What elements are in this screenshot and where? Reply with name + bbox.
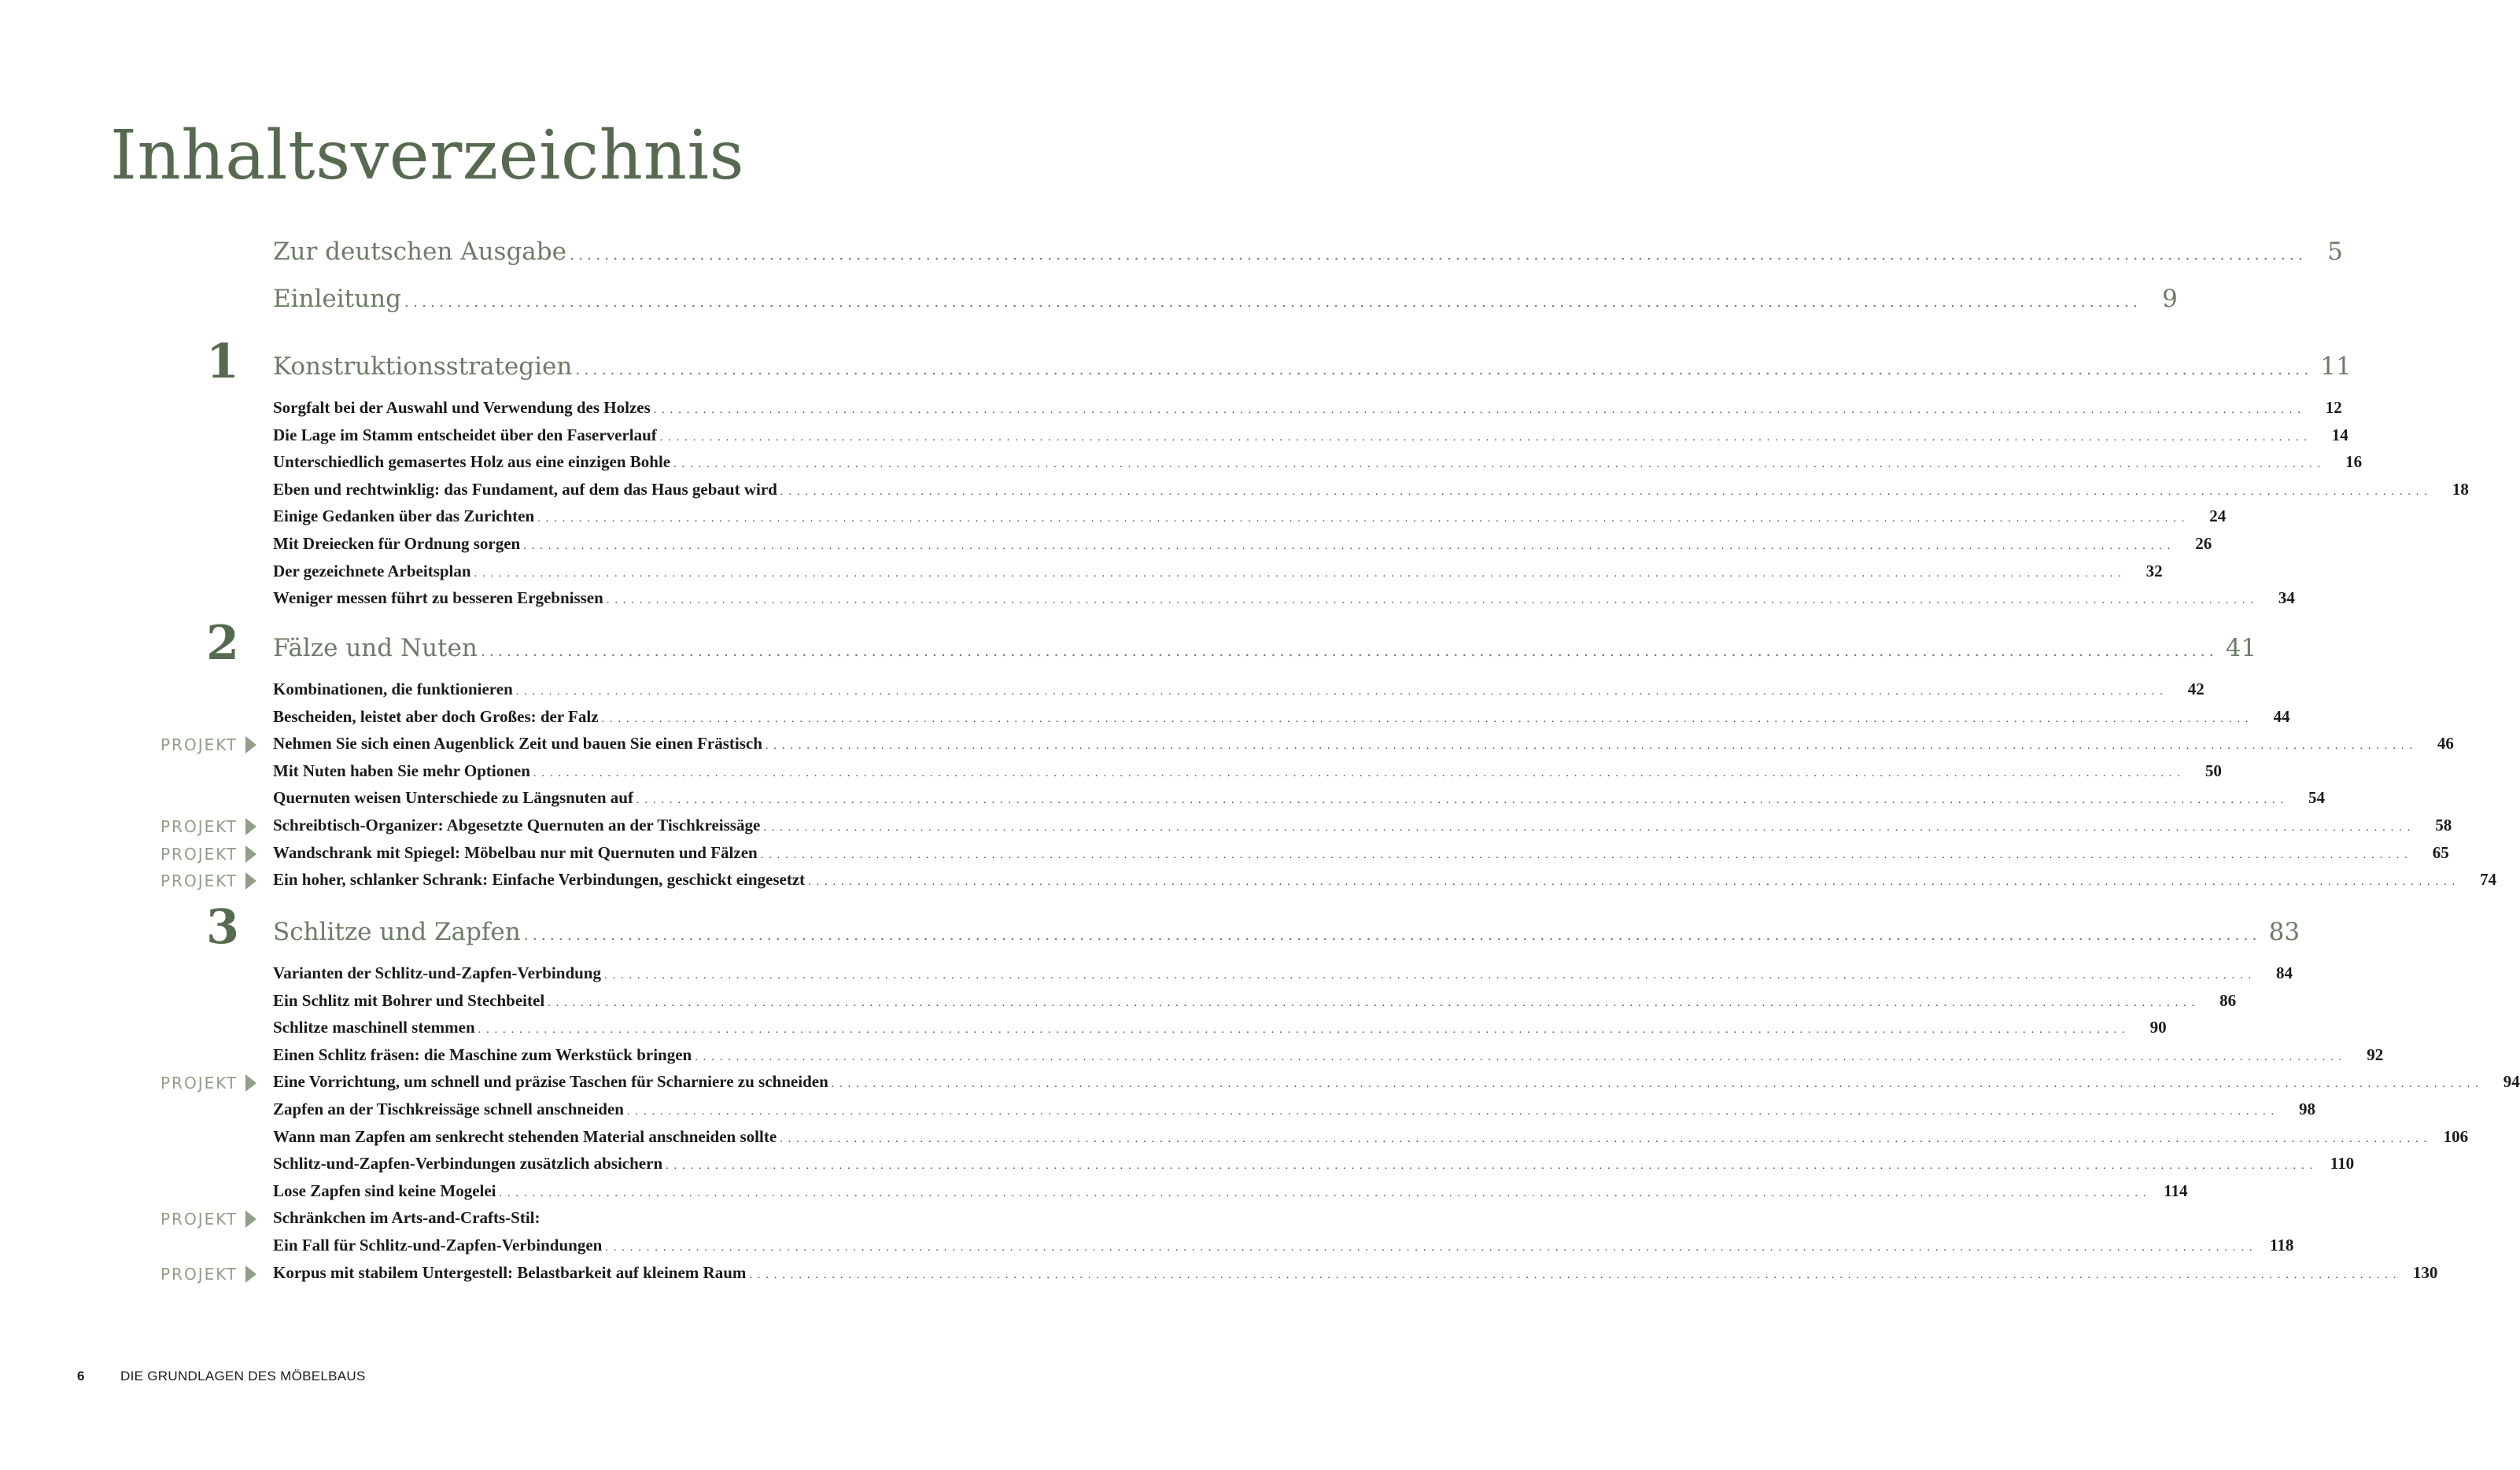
toc-entry[interactable]: [273, 425, 2348, 451]
project-marker: [160, 1207, 256, 1232]
toc-entry-page: 32: [2146, 561, 2163, 580]
toc-entry-title: Konstruktionsstrategien: [273, 352, 573, 381]
dot-leader: ........................................................................................................................................................................................................: [499, 1187, 2152, 1199]
toc-chapter-heading[interactable]: [273, 634, 2257, 672]
toc-entry-page: 14: [2331, 425, 2348, 444]
toc-entry[interactable]: [273, 1044, 2384, 1070]
dot-leader: ........................................................................................................................................................................................................: [575, 361, 2313, 378]
play-arrow-icon: [245, 1074, 256, 1092]
toc-entry-title: Fälze und Nuten: [273, 634, 478, 662]
toc-entry[interactable]: [273, 870, 2497, 895]
footer-page-number: 6: [77, 1369, 85, 1383]
toc-entry-title: Nehmen Sie sich einen Augenblick Zeit und bauen Sie einen Frästisch: [273, 734, 762, 753]
dot-leader: ........................................................................................................................................................................................................: [478, 1024, 2131, 1037]
toc-entry-title: Mit Nuten haben Sie mehr Optionen: [273, 761, 530, 780]
toc-entry-page: 92: [2367, 1044, 2384, 1064]
toc-entry-page: 118: [2270, 1236, 2294, 1254]
dot-leader: ........................................................................................................................................................................................................: [695, 1051, 2348, 1063]
dot-leader: ........................................................................................................................................................................................................: [666, 1160, 2319, 1173]
toc-entry-title: Eine Vorrichtung, um schnell und präzise Taschen für Scharniere zu schneiden: [273, 1072, 828, 1092]
toc-entry-page: 12: [2325, 398, 2342, 417]
toc-entry-title: Kombinationen, die funktionieren: [273, 680, 513, 698]
toc-entry[interactable]: [273, 816, 2452, 841]
toc-entry[interactable]: [273, 1154, 2355, 1179]
play-arrow-icon: [245, 736, 256, 753]
toc-entry-title: Wandschrank mit Spiegel: Möbelbau nur mit Quernuten und Fälzen: [273, 842, 758, 862]
toc-entry-page: 86: [2219, 990, 2237, 1010]
toc-entry-title: Bescheiden, leistet aber doch Großes: der Falz: [273, 706, 599, 726]
toc-entry[interactable]: [273, 990, 2237, 1016]
project-label: PROJEKT: [160, 1074, 238, 1093]
project-label: PROJEKT: [160, 735, 238, 755]
toc-entry-title: Quernuten weisen Unterschiede zu Längsnuten auf: [273, 788, 633, 808]
toc-entry-page: 46: [2437, 734, 2454, 753]
toc-entry[interactable]: [273, 680, 2205, 705]
chapter-number: 2: [206, 616, 239, 671]
toc-entry-page: 24: [2209, 507, 2227, 526]
toc-entry-page: 74: [2480, 870, 2497, 890]
toc-entry-page: 41: [2225, 634, 2257, 662]
dot-leader: ........................................................................................................................................................................................................: [808, 876, 2461, 889]
dot-leader: ........................................................................................................................................................................................................: [605, 1242, 2258, 1254]
dot-leader: ........................................................................................................................................................................................................: [763, 822, 2416, 834]
toc-entry-title: Der gezeichnete Arbeitsplan: [273, 561, 471, 580]
toc-entry-page: 84: [2275, 963, 2293, 982]
dot-leader: ........................................................................................................................................................................................................: [474, 567, 2127, 580]
toc-entry[interactable]: [273, 1236, 2294, 1261]
toc-entry-title: Schlitze maschinell stemmen: [273, 1018, 475, 1037]
dot-leader: ........................................................................................................................................................................................................: [603, 970, 2256, 982]
page-footer: [77, 1369, 366, 1384]
toc-entry-page: 114: [2164, 1181, 2188, 1200]
dot-leader: ........................................................................................................................................................................................................: [523, 927, 2261, 944]
toc-entry-title: Einleitung: [273, 285, 401, 313]
toc-entry-title: Sorgfalt bei der Auswahl und Verwendung des Holzes: [273, 398, 651, 417]
footer-book-title: DIE GRUNDLAGEN DES MÖBELBAUS: [120, 1369, 366, 1383]
project-marker: [160, 814, 256, 839]
toc-entry-title: Varianten der Schlitz-und-Zapfen-Verbindung: [273, 963, 601, 982]
project-label: PROJEKT: [160, 1210, 238, 1229]
play-arrow-icon: [245, 872, 256, 890]
play-arrow-icon: [245, 818, 256, 835]
toc-entry[interactable]: [273, 761, 2222, 787]
dot-leader: ........................................................................................................................................................................................................: [765, 740, 2418, 753]
toc-entry[interactable]: [273, 588, 2295, 613]
toc-entry-page: 50: [2205, 761, 2222, 780]
toc-entry[interactable]: [273, 734, 2454, 759]
dot-leader: ........................................................................................................................................................................................................: [831, 1078, 2484, 1091]
toc-entry-title: Korpus mit stabilem Untergestell: Belastbarkeit auf kleinem Raum: [273, 1262, 747, 1282]
toc-entry-page: 5: [2327, 238, 2343, 266]
dot-leader: ........................................................................................................................................................................................................: [780, 485, 2433, 498]
toc-entry-title: Lose Zapfen sind keine Mogelei: [273, 1181, 496, 1200]
project-label: PROJEKT: [160, 817, 238, 836]
toc-entry-title: Einen Schlitz fräsen: die Maschine zum Werkstück bringen: [273, 1044, 692, 1064]
project-label: PROJEKT: [160, 1264, 238, 1284]
toc-entry[interactable]: [273, 1181, 2188, 1207]
toc-entry-title: Ein Schlitz mit Bohrer und Stechbeitel: [273, 990, 545, 1010]
toc-entry-title: Ein hoher, schlanker Schrank: Einfache Verbindungen, geschickt eingesetzt: [273, 870, 806, 890]
toc-entry-page: 42: [2187, 680, 2205, 698]
toc-entry-title: Weniger messen führt zu besseren Ergebnissen: [273, 588, 603, 608]
toc-entry-title: Schlitz-und-Zapfen-Verbindungen zusätzlich absichern: [273, 1154, 663, 1173]
dot-leader: ........................................................................................................................................................................................................: [569, 246, 2307, 263]
dot-leader: ........................................................................................................................................................................................................: [606, 595, 2259, 607]
project-marker: [160, 1262, 256, 1287]
toc-entry[interactable]: [273, 452, 2363, 477]
toc-entry-page: 9: [2162, 285, 2178, 313]
dot-leader: ........................................................................................................................................................................................................: [533, 767, 2186, 779]
dot-leader: ........................................................................................................................................................................................................: [636, 794, 2289, 807]
toc-entry-title: Schlitze und Zapfen: [273, 918, 521, 946]
project-marker: [160, 732, 256, 757]
toc-entry-page: 94: [2503, 1072, 2520, 1092]
dot-leader: ........................................................................................................................................................................................................: [653, 404, 2306, 416]
toc-entry-page: 16: [2345, 452, 2363, 472]
toc-entry-page: 130: [2412, 1262, 2438, 1282]
dot-leader: ........................................................................................................................................................................................................: [548, 997, 2201, 1009]
toc-entry[interactable]: [273, 1208, 997, 1233]
toc-entry-title: Ein Fall für Schlitz-und-Zapfen-Verbindungen: [273, 1236, 603, 1254]
dot-leader: ........................................................................................................................................................................................................: [601, 713, 2254, 725]
play-arrow-icon: [245, 846, 256, 863]
toc-chapter-heading[interactable]: [273, 918, 2300, 956]
toc-entry-page: 44: [2273, 706, 2290, 726]
dot-leader: ........................................................................................................................................................................................................: [404, 293, 2142, 311]
project-label: PROJEKT: [160, 871, 238, 891]
toc-entry[interactable]: [273, 398, 2342, 423]
dot-leader: ........................................................................................................................................................................................................: [480, 643, 2218, 660]
dot-leader: ........................................................................................................................................................................................................: [537, 513, 2190, 525]
dot-leader: ........................................................................................................................................................................................................: [673, 459, 2326, 471]
toc-entry-page: 26: [2195, 534, 2212, 553]
dot-leader: ........................................................................................................................................................................................................: [780, 1133, 2433, 1145]
toc-entry-title: Zapfen an der Tischkreissäge schnell anschneiden: [273, 1100, 624, 1118]
toc-entry-title: Wann man Zapfen am senkrecht stehenden Material anschneiden sollte: [273, 1126, 777, 1146]
toc-entry[interactable]: [273, 561, 2163, 587]
play-arrow-icon: [245, 1266, 256, 1283]
toc-entry[interactable]: [273, 1126, 2469, 1152]
toc-entry-title: Eben und rechtwinklig: das Fundament, auf dem das Haus gebaut wird: [273, 479, 777, 499]
toc-entry-title: Mit Dreiecken für Ordnung sorgen: [273, 534, 521, 553]
toc-entry-title: Die Lage im Stamm entscheidet über den Faserverlauf: [273, 425, 657, 444]
toc-entry-title: Unterschiedlich gemasertes Holz aus eine einzigen Bohle: [273, 452, 671, 472]
toc-entry[interactable]: [273, 534, 2212, 559]
toc-entry-title: Einige Gedanken über das Zurichten: [273, 507, 535, 526]
toc-entry-page: 34: [2278, 588, 2295, 608]
toc-entry[interactable]: [273, 706, 2290, 732]
toc-entry[interactable]: [273, 1100, 2315, 1125]
project-marker: [160, 1070, 256, 1096]
toc-entry[interactable]: [273, 963, 2293, 989]
project-marker: [160, 868, 256, 893]
toc-chapter-heading[interactable]: [273, 352, 2352, 390]
toc-entry-page: 18: [2452, 479, 2469, 499]
chapter-number: 3: [206, 900, 239, 955]
toc-entry-title: Schreibtisch-Organizer: Abgesetzte Quernuten an der Tischkreissäge: [273, 816, 761, 834]
toc-entry-page: 110: [2330, 1154, 2355, 1173]
dot-leader: ........................................................................................................................................................................................................: [760, 849, 2413, 861]
toc-entry-page: 58: [2435, 816, 2452, 834]
toc-entry-page: 65: [2432, 842, 2449, 862]
toc-entry-title: Schränkchen im Arts-and-Crafts-Stil:: [273, 1208, 541, 1228]
toc-entry-page: 54: [2308, 788, 2325, 808]
project-marker: [160, 842, 256, 867]
toc-entry[interactable]: [273, 507, 2227, 532]
toc-entry-page: 11: [2320, 352, 2352, 381]
play-arrow-icon: [245, 1210, 256, 1228]
dot-leader: ........................................................................................................................................................................................................: [523, 540, 2176, 552]
dot-leader: ........................................................................................................................................................................................................: [626, 1106, 2279, 1118]
page-title: Inhaltsverzeichnis: [110, 116, 745, 195]
toc-entry-title: Zur deutschen Ausgabe: [273, 238, 566, 266]
toc-front-entry[interactable]: [273, 285, 2178, 319]
toc-entry[interactable]: [273, 1262, 2438, 1288]
dot-leader: ........................................................................................................................................................................................................: [515, 686, 2168, 698]
toc-entry[interactable]: [273, 788, 2325, 813]
toc-entry-page: 83: [2268, 918, 2300, 946]
dot-leader: ........................................................................................................................................................................................................: [659, 431, 2312, 444]
toc-entry[interactable]: [273, 842, 2449, 868]
toc-entry[interactable]: [273, 1018, 2167, 1043]
toc-front-entry[interactable]: [273, 238, 2343, 272]
project-label: PROJEKT: [160, 844, 238, 864]
dot-leader: ........................................................................................................................................................................................................: [749, 1269, 2402, 1281]
toc-entry-page: 98: [2298, 1100, 2315, 1118]
toc-entry[interactable]: [273, 1072, 2520, 1097]
toc-entry-page: 106: [2443, 1126, 2469, 1146]
toc-entry-page: 90: [2149, 1018, 2167, 1037]
chapter-number: 1: [206, 334, 239, 389]
toc-entry[interactable]: [273, 479, 2469, 505]
